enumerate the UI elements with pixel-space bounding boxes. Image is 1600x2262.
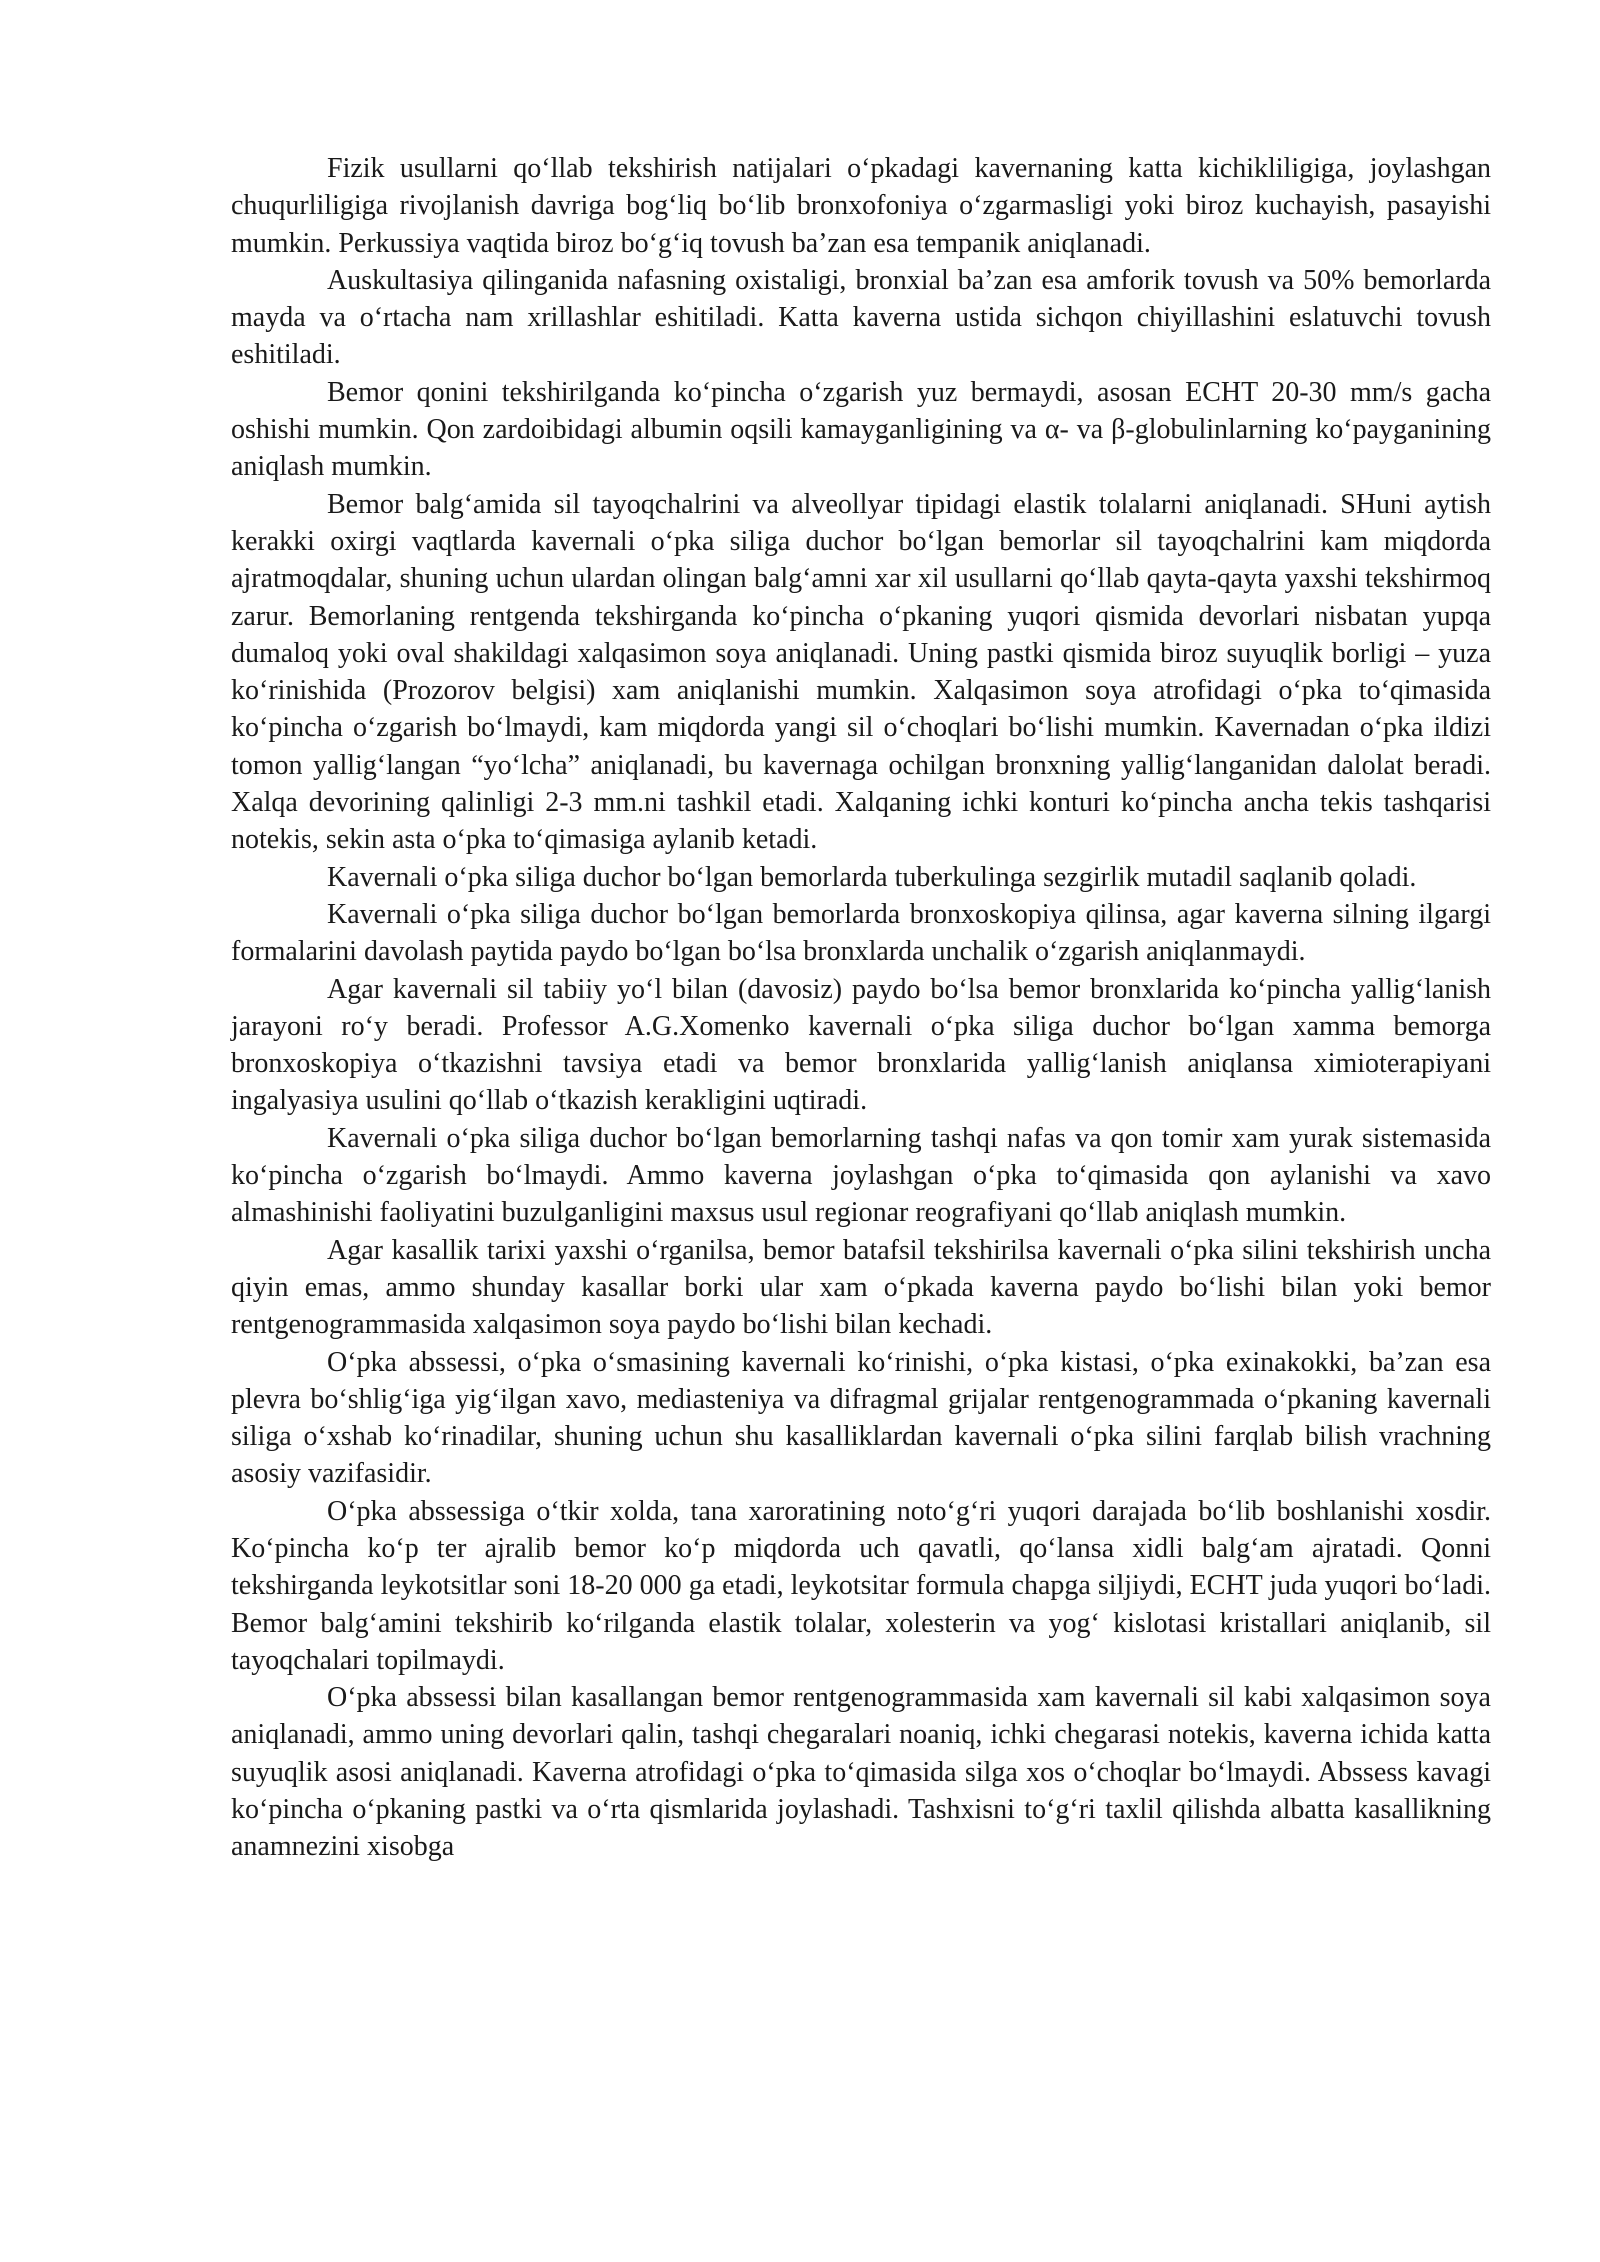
paragraph-auscultation: Auskultasiya qilinganida nafasning oxistaligi, bronxial ba’zan esa amforik tovush va 50% bemorlarda mayda va o‘rtacha nam xrillashlar eshitiladi. Katta kaverna ustida sichqon chiyillashini eslatuvchi tovush eshitiladi. [231, 264, 1491, 371]
paragraph-tuberculin: Kavernali o‘pka siliga duchor bo‘lgan bemorlarda tuberkulinga sezgirlik mutadil saqlanib qoladi. [327, 861, 1417, 893]
paragraph-differential: O‘pka abssessi, o‘pka o‘smasining kavernali ko‘rinishi, o‘pka kistasi, o‘pka exinakokki, ba’zan esa plevra bo‘shlig‘iga yig‘ilgan xavo, mediasteniya va difragmal grijalar rentgenogrammada o‘pkaning kavernali siliga o‘xshab ko‘rinadilar, shuning uchun shu kasalliklardan kavernali o‘pka silini farqlab bilish vrachning asosiy vazifasidir. [231, 1346, 1491, 1490]
paragraph-sputum-xray: Bemor balg‘amida sil tayoqchalrini va alveollyar tipidagi elastik tolalarni aniqlanadi. SHuni aytish kerakki oxirgi vaqtlarda kavernali o‘pka siliga duchor bo‘lgan bemorlar sil tayoqchalrini kam miqdorda ajratmoqdalar, shuning uchun ulardan olingan balg‘amni xar xil usullarni qo‘llab qayta-qayta yaxshi tekshirmoq zarur. Bemorlaning rentgenda tekshirganda ko‘pincha o‘pkaning yuqori qismida devorlari nisbatan yupqa dumaloq yoki oval shakildagi xalqasimon soya aniqlanadi. Uning pastki qismida biroz suyuqlik borligi – yuza ko‘rinishida (Prozorov belgisi) xam aniqlanishi mumkin. Xalqasimon soya atrofidagi o‘pka to‘qimasida ko‘pincha o‘zgarish bo‘lmaydi, kam miqdorda yangi sil o‘choqlari bo‘lishi mumkin. Kavernadan o‘pka ildizi tomon yallig‘langan “yo‘lcha” aniqlanadi, bu kavernaga ochilgan bronxning yallig‘langanidan dalolat beradi. Xalqa devorining qalinligi 2-3 mm.ni tashkil etadi. Xalqaning ichki konturi ko‘pincha ancha tekis tashqarisi notekis, sekin asta o‘pka to‘qimasiga aylanib ketadi. [231, 488, 1491, 856]
paragraph-natural-cavernous: Agar kavernali sil tabiiy yo‘l bilan (davosiz) paydo bo‘lsa bemor bronxlarida ko‘pincha yallig‘lanish jarayoni ro‘y beradi. Professor A.G.Xomenko kavernali o‘pka siliga duchor bo‘lgan xamma bemorga bronxoskopiya o‘tkazishni tavsiya etadi va bemor bronxlarida yallig‘lanish aniqlansa ximioterapiyani ingalyasiya usulini qo‘llab o‘tkazish kerakligini uqtiradi. [231, 973, 1491, 1117]
body-text [231, 150, 1491, 1866]
paragraph-physical-methods: Fizik usullarni qo‘llab tekshirish natijalari o‘pkadagi kavernaning katta kichikliligiga, joylashgan chuqurliligiga rivojlanish davriga bog‘liq bo‘lib bronxofoniya o‘zgarmasligi yoki biroz kuchayish, pasayishi mumkin. Perkussiya vaqtida biroz bo‘g‘iq tovush ba’zan esa tempanik aniqlanadi. [231, 153, 1491, 259]
paragraph-history: Agar kasallik tarixi yaxshi o‘rganilsa, bemor batafsil tekshirilsa kavernali o‘pka silini tekshirish uncha qiyin emas, ammo shunday kasallar borki ular xam o‘pkada kaverna paydo bo‘lishi bilan yoki bemor rentgenogrammasida xalqasimon soya paydo bo‘lishi bilan kechadi. [231, 1234, 1491, 1341]
paragraph-respiration-circulation: Kavernali o‘pka siliga duchor bo‘lgan bemorlarning tashqi nafas va qon tomir xam yurak sistemasida ko‘pincha o‘zgarish bo‘lmaydi. Ammo kaverna joylashgan o‘pka to‘qimasida qon aylanishi va xavo almashinishi faoliyatini buzulganligini maxsus usul regionar reografiyani qo‘llab aniqlash mumkin. [231, 1122, 1491, 1229]
paragraph-abscess-xray: O‘pka abssessi bilan kasallangan bemor rentgenogrammasida xam kavernali sil kabi xalqasimon soya aniqlanadi, ammo uning devorlari qalin, tashqi chegaralari noaniq, ichki chegarasi notekis, kaverna ichida katta suyuqlik asosi aniqlanadi. Kaverna atrofidagi o‘pka to‘qimasida silga xos o‘choqlar bo‘lmaydi. Abssess kavagi ko‘pincha o‘pkaning pastki va o‘rta qismlarida joylashadi. Tashxisni to‘g‘ri taxlil qilishda albatta kasallikning anamnezini xisobga [231, 1682, 1491, 1863]
paragraph-abscess-clinic: O‘pka abssessiga o‘tkir xolda, tana xaroratining noto‘g‘ri yuqori darajada bo‘lib boshlanishi xosdir. Ko‘pincha ko‘p ter ajralib bemor ko‘p miqdorda uch qavatli, qo‘lansa xidli balg‘am ajratadi. Qonni tekshirganda leykotsitlar soni 18-20 000 ga etadi, leykotsitar formula chapga siljiydi, ECHT juda yuqori bo‘ladi. Bemor balg‘amini tekshirib ko‘rilganda elastik tolalar, xolesterin va yog‘ kislotasi kristallari aniqlanib, sil tayoqchalari topilmaydi. [231, 1495, 1491, 1676]
paragraph-bronchoscopy: Kavernali o‘pka siliga duchor bo‘lgan bemorlarda bronxoskopiya qilinsa, agar kaverna silning ilgargi formalarini davolash paytida paydo bo‘lgan bo‘lsa bronxlarda unchalik o‘zgarish aniqlanmaydi. [231, 898, 1491, 968]
paragraph-blood-test: Bemor qonini tekshirilganda ko‘pincha o‘zgarish yuz bermaydi, asosan ECHT 20-30 mm/s gacha oshishi mumkin. Qon zardoibidagi albumin oqsili kamayganligining va α- va β-globulinlarning ko‘payganining aniqlash mumkin. [231, 376, 1491, 483]
